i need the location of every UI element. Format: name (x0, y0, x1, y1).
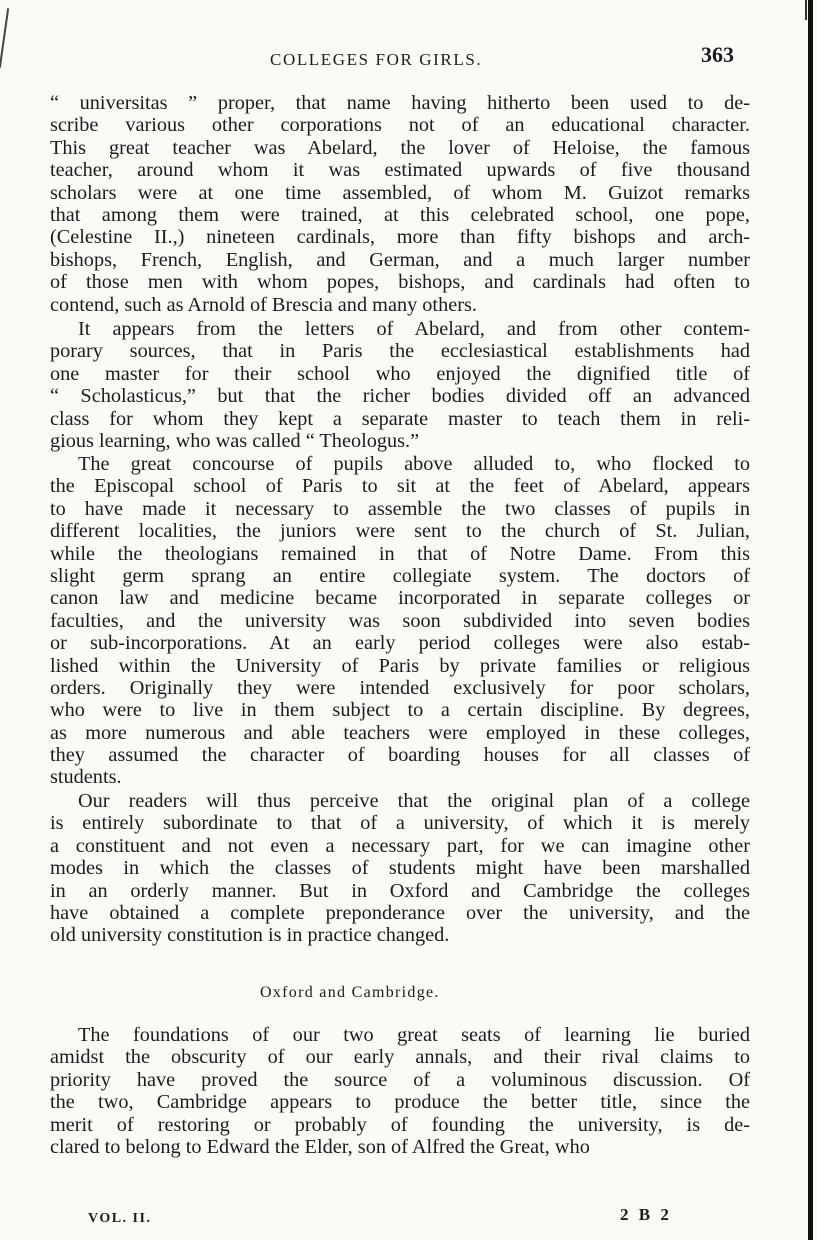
text-line: amidst the obscurity of our early annals, and their rival claims to (50, 1046, 750, 1069)
page-binding-edge (808, 0, 813, 1240)
text-line: lished within the University of Paris by private families or religious (50, 654, 750, 677)
printer-signature: 2 B 2 (620, 1205, 672, 1224)
text-line: “ universitas ” proper, that name having hitherto been used to de- (50, 92, 750, 114)
text-line: merit of restoring or probably of founding the university, is de- (50, 1113, 750, 1136)
text-line: porary sources, that in Paris the ecclesiastical establishments had (50, 340, 750, 363)
page-edge-mark (0, 8, 9, 68)
text-line: in an orderly manner. But in Oxford and Cambridge the colleges (50, 879, 750, 902)
text-line: slight germ sprang an entire collegiate system. The doctors of (50, 564, 750, 587)
page-binding-edge-top (805, 0, 807, 20)
section-heading: Oxford and Cambridge. (260, 984, 440, 1001)
text-line: modes in which the classes of students might have been marshalled (50, 857, 750, 880)
text-line: “ Scholasticus,” but that the richer bodies divided off an advanced (50, 385, 750, 408)
text-line: different localities, the juniors were sent to the church of St. Julian, (50, 520, 750, 543)
text-line: or sub-incorporations. At an early period colleges were also estab- (50, 632, 750, 655)
text-line: have obtained a complete preponderance over the university, and the (50, 901, 750, 924)
text-line: scholars were at one time assembled, of whom M. Guizot remarks (50, 181, 750, 204)
paragraph-2 (50, 318, 750, 452)
text-line: Our readers will thus perceive that the original plan of a college (78, 790, 750, 812)
text-line: canon law and medicine became incorporated in separate colleges or (50, 587, 750, 610)
text-line: the two, Cambridge appears to produce the better title, since the (50, 1091, 750, 1114)
volume-label: VOL. II. (88, 1211, 152, 1226)
text-line: is entirely subordinate to that of a university, of which it is merely (50, 812, 750, 835)
text-line: The foundations of our two great seats of learning lie buried (78, 1024, 750, 1046)
text-line: The great concourse of pupils above alluded to, who flocked to (78, 453, 750, 475)
paragraph-4 (50, 790, 750, 947)
text-line: It appears from the letters of Abelard, and from other contem- (78, 318, 750, 340)
text-line: a constituent and not even a necessary part, for we can imagine other (50, 834, 750, 857)
text-line: scribe various other corporations not of an educational character. (50, 114, 750, 137)
text-line: that among them were trained, at this celebrated school, one pope, (50, 203, 750, 226)
paragraph-1 (50, 92, 750, 316)
page-number: 363 (701, 42, 734, 67)
text-line: while the theologians remained in that of Notre Dame. From this (50, 542, 750, 565)
text-line: they assumed the character of boarding houses for all classes of (50, 744, 750, 767)
text-line: orders. Originally they were intended exclusively for poor scholars, (50, 676, 750, 699)
text-line: (Celestine II.,) nineteen cardinals, more than fifty bishops and arch- (50, 226, 750, 249)
text-line: one master for their school who enjoyed the dignified title of (50, 362, 750, 385)
text-line: clared to belong to Edward the Elder, son of Alfred the Great, who (50, 1135, 590, 1158)
text-line: teacher, around whom it was estimated upwards of five thousand (50, 159, 750, 182)
text-line: priority have proved the source of a voluminous discussion. Of (50, 1068, 750, 1091)
text-line: the Episcopal school of Paris to sit at the feet of Abelard, appears (50, 475, 750, 498)
running-header: COLLEGES FOR GIRLS. (270, 50, 483, 69)
text-line: class for whom they kept a separate master to teach them in reli- (50, 407, 750, 430)
text-line: contend, such as Arnold of Brescia and many others. (50, 293, 477, 316)
text-line: as more numerous and able teachers were employed in these colleges, (50, 721, 750, 744)
paragraph-3 (50, 453, 750, 789)
text-line: students. (50, 766, 122, 789)
text-line: This great teacher was Abelard, the lover of Heloise, the famous (50, 136, 750, 159)
text-line: who were to live in them subject to a certain discipline. By degrees, (50, 699, 750, 722)
text-line: faculties, and the university was soon subdivided into seven bodies (50, 609, 750, 632)
text-line: of those men with whom popes, bishops, and cardinals had often to (50, 271, 750, 294)
text-line: gious learning, who was called “ Theologus.” (50, 429, 420, 452)
section-paragraph (50, 1024, 750, 1158)
text-line: old university constitution is in practice changed. (50, 924, 450, 947)
text-line: to have made it necessary to assemble the two classes of pupils in (50, 497, 750, 520)
text-line: bishops, French, English, and German, and a much larger number (50, 248, 750, 271)
